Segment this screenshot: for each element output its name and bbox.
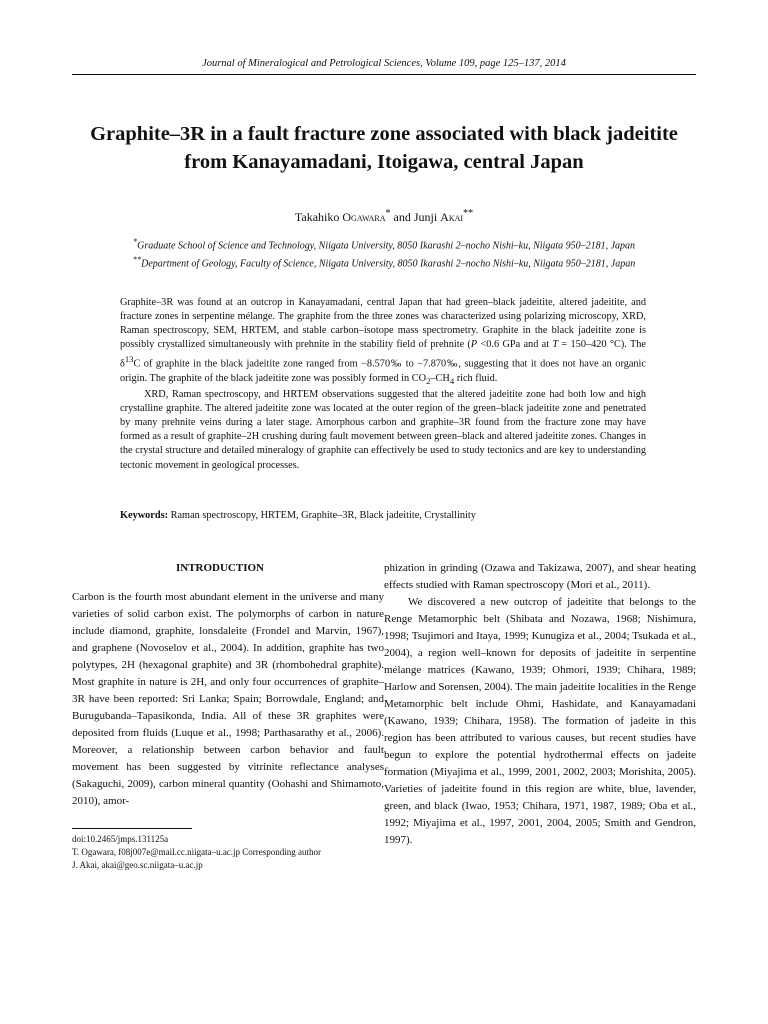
abstract-paragraph-1: Graphite–3R was found at an outcrop in Kanayamadani, central Japan that had green–black jadeitite, altered jadeitite, and fracture zones in serpentine mélange. The graphite from the three zones was characterized using polarizing microscopy, XRD, Raman spectroscopy, SEM, HRTEM, and stable carbon–isotope mass spectrometry. Graphite in the black jadeitite zone is possibly crystallized simultaneously with prehnite in the stability field of prehnite (P <0.6 GPa and at T = 150–420 °C). The $\delta^{13}C$ of graphite in the black jadeitite zone ranged from −8.570‰ to −7.870‰, suggesting that it does not have an organic origin. The graphite of the black jadeitite zone was possibly formed in $CO_2-CH_4$ rich fluid.	[120, 297, 646, 386]
author-1: Takahiko Ogawara*	[294, 208, 391, 224]
footnote-doi: doi:10.2465/jmps.131125a	[72, 834, 169, 844]
affiliations	[64, 235, 704, 272]
author-connector: and	[393, 210, 411, 224]
author-2: Junji Akai**	[413, 208, 474, 224]
keywords-list: Raman spectroscopy, HRTEM, Graphite–3R, Black jadeitite, Crystallinity	[168, 510, 476, 521]
abstract	[120, 296, 646, 473]
intro-paragraph-1-continued: phization in grinding (Ozawa and Takizawa, 2007), and shear heating effects studied with Raman spectroscopy (Mori et al., 2011).	[384, 562, 696, 591]
footnote-author-2: J. Akai, akai@geo.sc.niigata–u.ac.jp	[72, 860, 203, 870]
paper-title	[40, 120, 728, 176]
header-rule	[72, 74, 696, 75]
author-line	[72, 206, 696, 225]
intro-paragraph-1: Carbon is the fourth most abundant element in the universe and many varieties of solid carbon exist. The polymorphs of carbon in nature include diamond, graphite, lonsdaleite (Frondel and Marvin, 1967), and graphene (Novoselov et al., 2004). In addition, graphite has two polytypes, 2H (hexagonal graphite) and 3R (rhombohedral graphite). Most graphite in nature is 2H, and only four occurrences of graphite–3R have been reported: Sri Lanka; Spain; Borrowdale, England; and Burugubanda–Tapasikonda, India. All of these 3R graphites were deposited from fluids (Luque et al., 1998; Parthasarathy et al., 2006). Moreover, a relationship between carbon behavior and fault movement has been suggested by vitrinite reflectance analyses (Sakaguchi, 2009), carbon mineral quantity (Oohashi and Shimamoto, 2010), amor-	[72, 591, 384, 807]
section-heading-introduction: INTRODUCTION	[175, 562, 264, 574]
title-line-1: Graphite–3R in a fault fracture zone associated with black jadeitite	[90, 123, 678, 145]
keywords-label: Keywords:	[120, 510, 169, 521]
intro-paragraph-2: We discovered a new outcrop of jadeitite that belongs to the Renge Metamorphic belt (Shibata and Nozawa, 1968; Nishimura, 1998; Tsujimori and Itaya, 1999; Kunugiza et al., 2004; Tsukada et al., 2004), a region well–known for deposits of jadeitite in serpentine mélange matrices (Kawano, 1939; Ohmori, 1939; Chihara, 1989; Harlow and Sorensen, 2004). The main jadeitite localities in the Renge Metamorphic belt include Ohmi, Hashidate, and Kanayamadani (Kawano, 1939; Chihara, 1958). The formation of jadeite in this region has been attributed to various causes, but recent studies have begun to explore the potential hydrothermal effects on jadeite formation (Miyajima et al., 1999, 2001, 2002, 2003; Morishita, 2005). Varieties of jadeitite found in this region are white, blue, lavender, green, and black (Iwao, 1953; Chihara, 1971, 1987, 1989; Oba et al., 1992; Miyajima et al., 1997, 2001, 2004, 2005; Smith and Gendron, 1997).	[384, 596, 696, 846]
keywords	[120, 509, 646, 523]
footnote-rule	[72, 828, 192, 829]
introduction-left-column	[72, 589, 384, 810]
abstract-paragraph-2: XRD, Raman spectroscopy, and HRTEM observations suggested that the altered jadeitite zone had both low and high crystalline graphite. The altered jadeitite zone was located at the outer region of the green–black jadeitite zone and penetrated by many prehnite veins during a later stage. Amorphous carbon and graphite–3R found from the fracture zone may have formed as a result of graphite–2H crushing during fault movement between green–black and altered jadeitite zones. Changes in the crystal structure and detailed mineralogy of graphite can effectively be used to study tectonics and are key to understanding tectonic movement in geological processes.	[120, 389, 646, 471]
journal-citation: Journal of Mineralogical and Petrological Sciences, Volume 109, page 125–137, 2014	[202, 58, 566, 69]
title-line-2: from Kanayamadani, Itoigawa, central Japan	[184, 151, 584, 173]
footnotes	[72, 833, 368, 872]
affiliation-2: **Department of Geology, Faculty of Science, Niigata University, 8050 Ikarashi 2–nocho Nishi–ku, Niigata 950–2181, Japan	[132, 255, 636, 270]
affiliation-1: *Graduate School of Science and Technology, Niigata University, 8050 Ikarashi 2–nocho Nishi–ku, Niigata 950–2181, Japan	[132, 237, 636, 252]
footnote-author-1: T. Ogawara, f08j007e@mail.cc.niigata–u.ac.jp Corresponding author	[72, 847, 322, 857]
introduction-right-column	[384, 560, 696, 849]
